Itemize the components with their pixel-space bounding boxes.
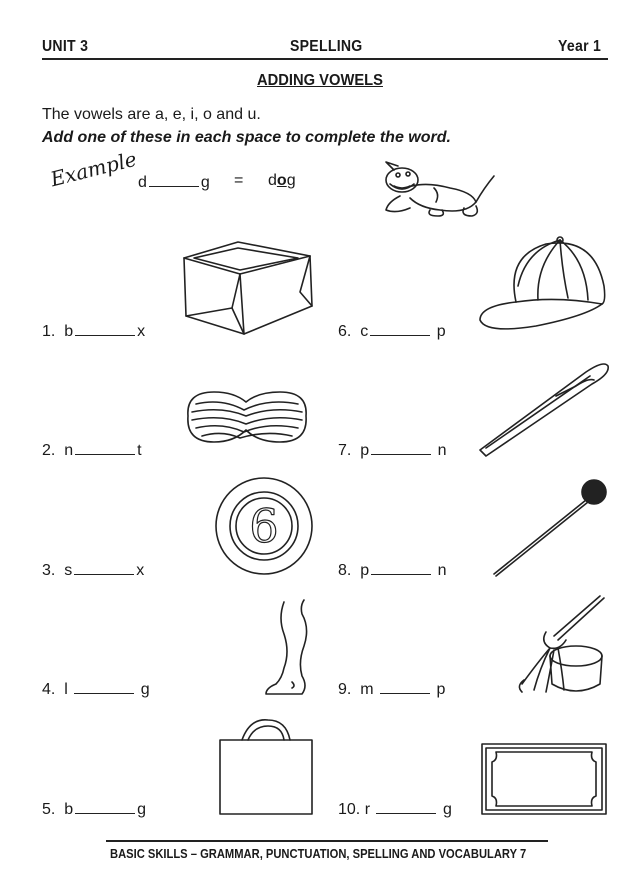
answer-blank-5[interactable] — [75, 799, 135, 814]
answer-blank-7[interactable] — [371, 440, 431, 455]
subject-label: SPELLING — [290, 38, 363, 55]
question-3: 3. s x — [42, 562, 145, 579]
peanut-icon — [182, 386, 312, 448]
answer-blank-2[interactable] — [75, 440, 135, 455]
answer-blank-1[interactable] — [75, 321, 135, 336]
question-4: 4. l g — [42, 681, 150, 698]
example-equals: = — [234, 172, 244, 189]
dog-icon — [380, 158, 500, 220]
example-start-letter: d — [138, 174, 147, 191]
example-end-letter: g — [200, 174, 210, 191]
header-rule — [42, 58, 608, 60]
question-7: 7. p n — [338, 442, 447, 459]
leg-icon — [262, 598, 322, 698]
pin-icon — [490, 478, 610, 578]
answer-blank-4[interactable] — [74, 679, 134, 694]
unit-label: UNIT 3 — [42, 38, 89, 55]
question-1: 1. b x — [42, 323, 146, 340]
intro-line-1: The vowels are a, e, i, o and u. — [42, 106, 261, 123]
question-6: 6. c p — [338, 323, 446, 340]
answer-blank-3[interactable] — [74, 560, 134, 575]
example-label: Example — [48, 146, 140, 192]
footer-text: BASIC SKILLS – GRAMMAR, PUNCTUATION, SPELLING AND VOCABULARY 7 — [110, 846, 527, 861]
svg-text:6: 6 — [249, 499, 279, 553]
page-title: ADDING VOWELS — [257, 72, 383, 89]
mop-icon — [510, 592, 610, 698]
question-8: 8. p n — [338, 562, 447, 579]
box-icon — [180, 236, 316, 340]
intro-line-2: Add one of these in each space to complete the word. — [42, 129, 451, 146]
example-answer-end: g — [286, 172, 296, 189]
example-answer-start: d — [268, 172, 277, 189]
answer-blank-8[interactable] — [371, 560, 431, 575]
year-label: Year 1 — [558, 38, 602, 55]
pen-icon — [476, 360, 612, 458]
question-2: 2. n t — [42, 442, 142, 459]
question-5: 5. b g — [42, 801, 147, 818]
example-blank — [149, 172, 199, 187]
example-answer-vowel: o — [276, 172, 287, 189]
six-ball-icon — [212, 474, 316, 578]
example-question — [138, 172, 210, 192]
question-10: 10. r g — [338, 801, 452, 818]
cap-icon — [476, 236, 610, 336]
bag-icon — [216, 718, 316, 818]
question-9: 9. m p — [338, 681, 446, 698]
rug-icon — [478, 740, 610, 818]
answer-blank-10[interactable] — [376, 799, 436, 814]
answer-blank-9[interactable] — [380, 679, 430, 694]
footer-rule — [106, 840, 548, 842]
answer-blank-6[interactable] — [370, 321, 430, 336]
example-answer — [268, 172, 296, 190]
